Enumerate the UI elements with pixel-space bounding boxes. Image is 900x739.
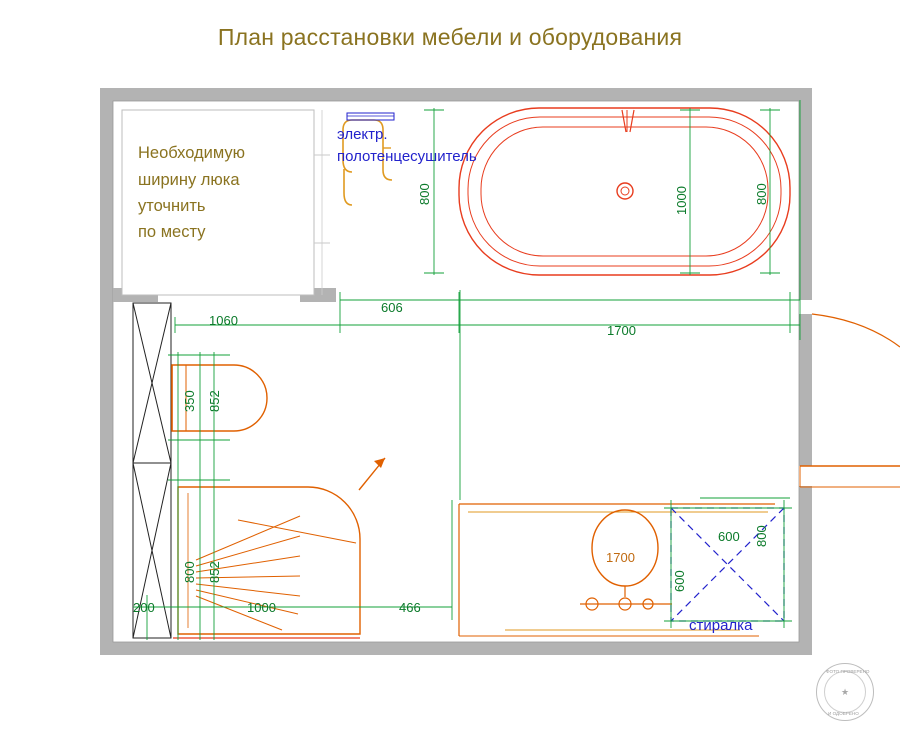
bathtub-faucet-2 [630,110,634,132]
dim-text-800-a: 800 [417,183,432,205]
towel-dryer-label-line-2: полотенцесушитель [337,148,477,165]
dim-text-852-b: 852 [207,561,222,583]
dim-text-600-v: 600 [672,570,687,592]
direction-arrow-head [374,458,385,468]
bathtub-outer [459,108,790,275]
dim-text-800-b: 800 [754,183,769,205]
shower-ray-5 [196,584,300,596]
dim-text-800-d: 800 [754,525,769,547]
dim-text-1700-green: 1700 [607,323,636,338]
shower-ray-1 [196,516,300,560]
stamp-ring [816,663,874,721]
stamp-line-bottom: И ОДОБРЕНО [828,711,859,716]
washer-label: стиралка [689,617,753,634]
dim-text-852-a: 852 [207,390,222,412]
page-title: План расстановки мебели и оборудования [217,24,683,50]
dim-text-1000-a: 1000 [674,186,689,215]
bathtub-drain [617,183,633,199]
towel-dryer-leg [344,169,352,205]
dim-text-466: 466 [399,600,421,615]
hatch-note-line-3: уточнить [138,197,206,215]
dim-text-606: 606 [381,300,403,315]
shower-ray-8 [238,520,356,543]
dim-text-1700-orange: 1700 [606,550,635,565]
dim-text-800-c: 800 [182,561,197,583]
dim-text-200: 200 [133,600,155,615]
stamp-line-top: ФОТО ПРОВЕРЕНО [826,669,870,674]
bathtub-rim [468,117,781,266]
dim-text-1000-b: 1000 [247,600,276,615]
bathtub [459,108,790,275]
left-hatch-doors [133,303,171,638]
sink-basin [592,510,658,586]
star-icon: ★ [841,687,850,697]
right-doors [800,314,900,487]
door-swing-top-right [812,314,900,347]
watermark-stamp [816,663,874,721]
hatch-note-line-4: по месту [138,223,206,241]
dim-text-1060: 1060 [209,313,238,328]
wall-opening-bottom-right [799,466,812,486]
hatch-note-line-2: ширину люка [138,171,240,189]
dim-text-600-h: 600 [718,529,740,544]
dim-text-350: 350 [182,390,197,412]
towel-dryer-label-line-1: электр. [337,126,388,143]
towel-dryer-label [337,126,477,165]
hatch-note-line-1: Необходимую [138,144,246,162]
bathtub-drain-inner [621,187,629,195]
shower-cabin [173,487,360,638]
wall-opening-top-right [799,300,812,314]
towel-dryer-blue-rect [347,113,394,120]
bathtub-inner [481,127,768,256]
bathtub-faucet-1 [622,110,626,132]
direction-arrow [359,458,385,490]
